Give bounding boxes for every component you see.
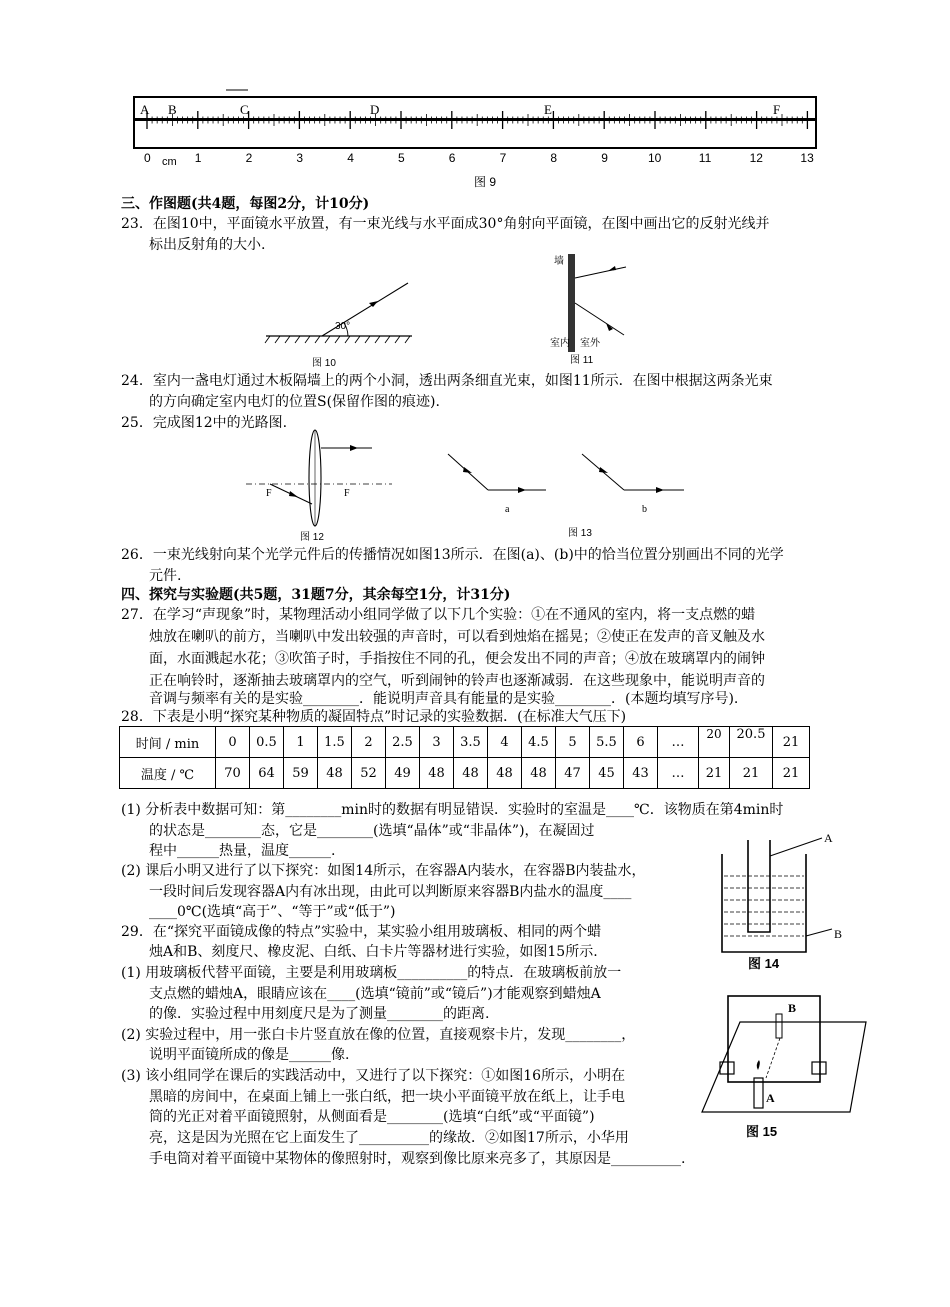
temp-cell: 48 [522,758,556,789]
q28-p1-line-1: (1) 分析表中数据可知：第________min时的数据有明显错误．实验时的室温是____℃．该物质在第4min时 [121,802,784,818]
time-cell: 4 [488,727,522,758]
q28-p2-line-2: 一段时间后发现容器A内有冰出现，由此可以判断原来容器B内盐水的温度____ [149,884,632,900]
focus-left: F [266,488,272,499]
ruler-tick-label: 6 [448,151,456,165]
ruler-tick-label: 7 [499,151,507,165]
figure-11-caption: 图 11 [570,355,594,366]
figure-13 [440,450,700,544]
figure-15 [700,990,870,1140]
q23-line-1: 23．在图10中，平面镜水平放置，有一束光线与水平面成30°角射向平面镜，在图中画出它的反射光线并 [121,216,770,232]
q29-p3-line-2: 黑暗的房间中，在桌面上铺上一张白纸，把一块小平面镜平放在纸上，让手电 [149,1089,625,1105]
ruler-tick-label: 5 [398,151,405,165]
q29-p1-line-3: 的像．实验过程中用刻度尺是为了测量________的距离. [149,1006,490,1022]
indoor-label: 室内 [550,338,570,349]
ruler-tick-label: 11 [698,151,712,165]
temperature-header: 温度 / ℃ [120,758,216,789]
q27-line-4: 正在响铃时，逐渐抽去玻璃罩内的空气，听到闹钟的铃声也逐渐减弱．在这些现象中，能说明声音的 [149,673,765,689]
time-cell: 6 [624,727,658,758]
outdoor-label: 室外 [580,338,600,349]
section-4-title: 四、探究与实验题(共5题，31题7分，其余每空1分，计31分) [121,587,511,603]
q27-line-3: 面，水面溅起水花；③吹笛子时，手指按住不同的孔，便会发出不同的声音；④放在玻璃罩内的闹钟 [149,651,765,667]
figure-13-caption: 图 13 [568,528,592,539]
figure-11 [550,248,660,370]
ruler-tick-label: 4 [347,151,354,165]
candle-A-label: A [766,1091,775,1105]
q29-p1-line-1: (1) 用玻璃板代替平面镜，主要是利用玻璃板__________的特点．在玻璃板前放一 [121,965,622,981]
time-cell: 21 [773,727,810,758]
q27-line-2: 烛放在喇叭的前方，当喇叭中发出较强的声音时，可以看到烛焰在摇晃；②使正在发声的音叉触及水 [149,629,765,645]
figure-13-a-label: a [505,504,510,515]
point-F: F [773,102,781,117]
q23-line-2: 标出反射角的大小. [149,237,266,253]
time-cell: 1.5 [318,727,352,758]
ruler-tick-label: 3 [296,151,304,165]
data-table [119,726,810,789]
time-cell: 0.5 [250,727,284,758]
time-cell: 3.5 [454,727,488,758]
temp-cell: 21 [699,758,730,789]
container-A-label: A [824,831,833,845]
focus-right: F [344,488,350,499]
q25-line-1: 25．完成图12中的光路图. [121,415,288,431]
temp-cell: 70 [216,758,250,789]
ruler-tick-label: 13 [800,151,814,165]
q24-line-2: 的方向确定室内电灯的位置S(保留作图的痕迹). [149,394,440,410]
q29-p2-line-1: (2) 实验过程中，用一张白卡片竖直放在像的位置，直接观察卡片，发现________， [121,1027,636,1043]
time-cell: 2 [352,727,386,758]
table-row-time [120,727,810,758]
temp-cell: 47 [556,758,590,789]
temp-cell: 48 [420,758,454,789]
ruler-tick-label: 9 [601,151,608,165]
time-cell: 3 [420,727,454,758]
q29-p3-line-5: 手电筒对着平面镜中某物体的像照射时，观察到像比原来亮多了，其原因是__________. [149,1151,686,1167]
time-cell: 2.5 [386,727,420,758]
point-A: A [140,102,150,117]
temp-cell: 48 [318,758,352,789]
q24-line-1: 24．室内一盏电灯通过木板隔墙上的两个小洞，透出两条细直光束，如图11所示．在图中根据这两条光束 [121,373,773,389]
temp-cell: 48 [488,758,522,789]
table-row-temperature [120,758,810,789]
q29-p3-line-1: (3) 该小组同学在课后的实践活动中，又进行了以下探究：①如图16所示，小明在 [121,1068,626,1084]
q28-p2-line-1: (2) 课后小明又进行了以下探究：如图14所示，在容器A内装水，在容器B内装盐水， [121,863,646,879]
q27-line-5: 音调与频率有关的是实验________．能说明声音具有能量的是实验________．(本题均填写序号). [149,691,739,707]
q28-p1-line-3: 程中______热量，温度______. [149,843,336,859]
q29-line-2: 烛A和B、刻度尺、橡皮泥、白纸、白卡片等器材进行实验，如图15所示. [149,944,598,960]
temp-cell: 43 [624,758,658,789]
ruler-tick-label: 12 [749,151,763,165]
q27-line-1: 27．在学习“声现象”时，某物理活动小组同学做了以下几个实验：①在不通风的室内，将一支点燃的蜡 [121,607,756,623]
point-B: B [168,102,177,117]
ruler-unit: cm [162,156,177,168]
point-D: D [370,102,380,117]
ruler-tick-label: 0 [144,151,151,165]
point-E: E [544,102,552,117]
q28-p2-line-3: ____0℃(选填“高于”、“等于”或“低于”) [149,904,396,920]
temp-cell: 59 [284,758,318,789]
q28-p1-line-2: 的状态是________态，它是________(选填“晶体”或“非晶体”)，在凝固过 [149,823,595,839]
ruler-tick-label: 8 [550,151,558,165]
temp-cell: 64 [250,758,284,789]
q29-p3-line-3: 筒的光正对着平面镜照射，从侧面看是________(选填“白纸”或“平面镜”) [149,1109,595,1125]
container-B-label: B [834,927,843,941]
q29-p3-line-4: 亮，这是因为光照在它上面发生了__________的缘故．②如图17所示，小华用 [149,1130,629,1146]
figure-9-ruler [128,86,820,194]
time-cell: … [658,727,699,758]
figure-12 [240,428,400,544]
point-C: C [240,102,249,117]
ruler-tick-label: 2 [245,151,253,165]
q26-line-1: 26．一束光线射向某个光学元件后的传播情况如图13所示．在图(a)、(b)中的恰当位置分别画出不同的光学 [121,547,784,563]
figure-13-b-label: b [642,504,647,515]
temp-cell: 21 [730,758,773,789]
figure-10 [260,268,420,370]
time-cell: 20 [699,727,730,758]
figure-10-caption: 图 10 [312,358,336,369]
time-cell: 1 [284,727,318,758]
temp-cell: 45 [590,758,624,789]
temp-cell: 49 [386,758,420,789]
candle-B-label: B [788,1001,797,1015]
temp-cell: 48 [454,758,488,789]
time-cell: 5 [556,727,590,758]
ruler-tick-label: 10 [648,151,662,165]
q26-line-2: 元件. [149,568,182,584]
ruler-tick-label: 1 [194,151,202,165]
wall-label: 墙 [554,256,564,267]
temp-cell: … [658,758,699,789]
angle-30-label: 30° [335,321,351,332]
section-3-title: 三、作图题(共4题，每图2分，计10分) [121,196,370,212]
time-cell: 0 [216,727,250,758]
temp-cell: 21 [773,758,810,789]
time-cell: 4.5 [522,727,556,758]
figure-12-caption: 图 12 [300,532,324,543]
q29-p2-line-2: 说明平面镜所成的像是______像. [149,1047,350,1063]
time-cell: 20.5 [730,727,773,758]
q29-p1-line-2: 支点燃的蜡烛A，眼睛应该在____(选填“镜前”或“镜后”)才能观察到蜡烛A [149,986,601,1002]
figure-9-caption: 图 9 [474,175,497,189]
figure-14-caption: 图 14 [748,956,780,971]
q28-intro: 28．下表是小明“探究某种物质的凝固特点”时记录的实验数据．(在标准大气压下) [121,709,627,725]
time-header: 时间 / min [120,727,216,758]
q29-line-1: 29．在“探究平面镜成像的特点”实验中，某实验小组用玻璃板、相同的两个蜡 [121,924,602,940]
time-cell: 5.5 [590,727,624,758]
figure-14 [710,826,850,976]
figure-15-caption: 图 15 [746,1124,778,1139]
temp-cell: 52 [352,758,386,789]
